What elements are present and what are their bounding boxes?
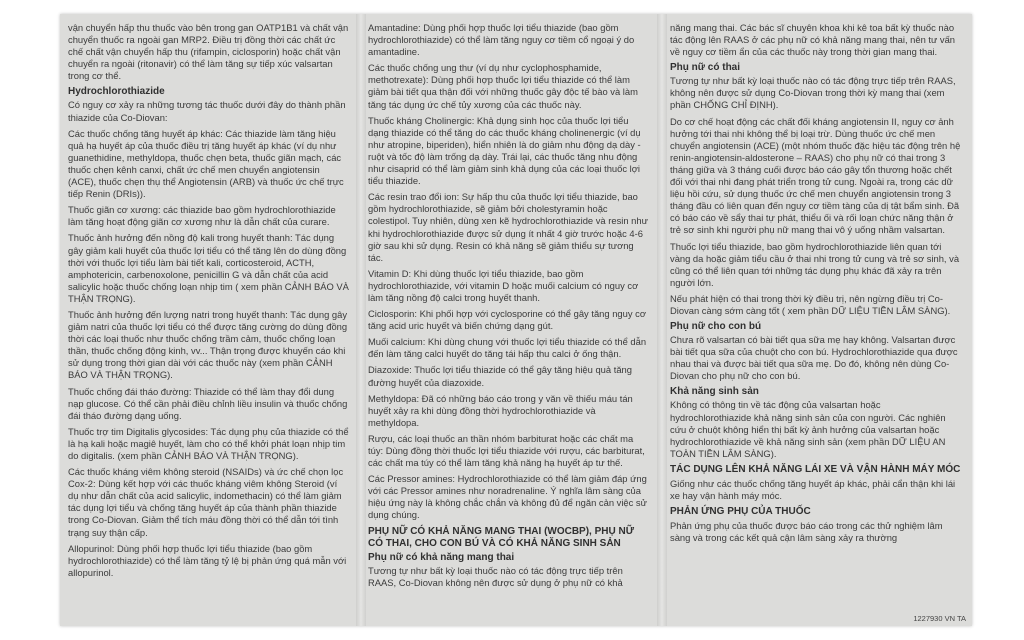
document-code: 1227930 VN TA: [913, 614, 966, 623]
subsection-heading: Phụ nữ có khả năng mang thai: [368, 551, 515, 563]
paragraph: Thuốc ảnh hưởng đến lượng natri trong huyết thanh: Tác dụng gây giảm natri của thuốc lợi tiểu có thể được tăng cường do dùng đồng thời các loại thuốc như thuốc chống trầm cảm, thuốc chống loạn thần, thuốc chống động kinh, vv... Thận trọng được khuyến cáo khi sử dụng trong thời gian dài với các thuốc này (xem phần CẢNH BÁO VÀ THẬN TRỌNG).: [68, 308, 348, 381]
section-heading: PHẢN ỨNG PHỤ CỦA THUỐC: [670, 506, 811, 518]
paragraph: Chưa rõ valsartan có bài tiết qua sữa mẹ hay không. Valsartan được bài tiết qua sữa của chuột cho con bú. Hydrochlorothiazide qua được nhau thai và được bài tiết qua sữa mẹ. Do đó, không nên dùng Co-Diovan cho phụ nữ cho con bú.: [670, 334, 958, 382]
paragraph: Amantadine: Dùng phối hợp thuốc lợi tiểu thiazide (bao gồm hydrochlorothiazide) có thể làm tăng nguy cơ tiềm cổ ngoại ý do amantadine.: [368, 22, 635, 58]
paragraph: vận chuyển hấp thu thuốc vào bên trong gan OATP1B1 và chất vận chuyển thuốc ra ngoài gan MRP2. Điều trị đồng thời các chất ức chế chất vận chuyển hấp thu (rifampin, ciclosporin) hoặc chất vận chuyển ra ngoài (ritonavir) có thể làm tăng sự tiếp xúc valsartan trong cơ thể.: [68, 22, 349, 82]
paragraph: Các thuốc chống ung thư (ví dụ như cyclophosphamide, methotrexate): Dùng phối hợp thuốc lợi tiểu thiazide có thể làm giảm bài tiết qua thận đối với những thuốc gây độc tế bào và làm tăng tác dụng ức chế tủy xương của các thuốc này.: [368, 62, 638, 110]
paragraph: Thuốc trợ tim Digitalis glycosides: Tác dụng phụ của thiazide có thể là hạ kali hoặc magiê huyết, làm cho có thể khởi phát loạn nhịp tim do digitalis. (xem phần CẢNH BÁO VÀ THẬN TRỌNG).: [68, 425, 349, 461]
paragraph: Tương tự như bất kỳ loại thuốc nào có tác động trực tiếp trên RAAS, không nên được sử dụng Co-Diovan trong thời kỳ mang thai (xem phần CHỐNG CHỈ ĐỊNH).: [670, 75, 956, 111]
paragraph: Thuốc ảnh hưởng đến nồng độ kali trong huyết thanh: Tác dụng gây giảm kali huyết của thuốc lợi tiểu có thể tăng lên do dùng đồng thời với thuốc lợi tiểu làm bài tiết kali, corticosteroid, ACTH, amphotericin, carbenoxolone, penicillin G và dẫn chất của acid salicylic hoặc thuốc chống loạn nhịp tim ( xem phần CẢNH BÁO VÀ THẬN TRỌNG).: [68, 232, 349, 304]
paragraph: Tương tự như bất kỳ loại thuốc nào có tác động trực tiếp trên RAAS, Co-Diovan không nên được sử dụng ở phụ nữ có khả: [368, 564, 623, 588]
section-heading: PHỤ NỮ CÓ KHẢ NĂNG MANG THAI (WOCBP), PHỤ NỮ CÓ THAI, CHO CON BÚ VÀ CÓ KHẢ NĂNG SINH SẢN: [368, 525, 635, 549]
subsection-heading: Phụ nữ cho con bú: [670, 321, 762, 333]
paragraph: Giống như các thuốc chống tăng huyết áp khác, phải cẩn thận khi lái xe hay vận hành máy móc.: [670, 477, 956, 501]
paragraph: Muối calcium: Khi dùng chung với thuốc lợi tiểu thiazide có thể dẫn đến làm tăng calci huyết do tăng tái hấp thu calci ở ống thận.: [368, 336, 647, 360]
paragraph: Rượu, các loại thuốc an thần nhóm barbiturat hoặc các chất ma túy: Dùng đồng thời thuốc lợi tiểu thiazide với rượu, các barbiturat, các chất ma túy có thể làm tăng khả năng hạ huyết áp tư thế.: [368, 432, 645, 469]
fold-line: [657, 14, 667, 626]
paragraph: Thuốc chống đái tháo đường: Thiazide có thể làm thay đổi dung nạp glucose. Có thể cần phải điều chỉnh liều insulin và thuốc chống đái tháo đường dạng uống.: [68, 385, 348, 421]
paragraph: Methyldopa: Đã có những báo cáo trong y văn về thiếu máu tán huyết xảy ra khi dùng đồng thời hydrochlorothiazide và methyldopa.: [368, 392, 633, 428]
paragraph: Không có thông tin về tác động của valsartan hoặc hydrochlorothiazide khả năng sinh sản của con người. Các nghiên cứu ở chuột không hiển thị bất kỳ ảnh hưởng của valsartan hoặc hydrochlorothiazide về khả năng sinh sản (xem phần DỮ LIỆU AN TOÀN TIỀN LÂM SÀNG).: [670, 399, 946, 459]
paragraph: Do cơ chế hoạt động các chất đối kháng angiotensin II, nguy cơ ảnh hưởng tới thai nhi không thể bị loại trừ. Dùng thuốc ức chế men chuyển angiotensin (ACE) (một nhóm thuốc đặc hiệu tác động trên hệ renin-angiotensin-aldosterone – RAAS) cho phụ nữ có thai trong 3 tháng giữa và 3 tháng cuối được báo cáo gây tổn thương hoặc chết đối với thai nhi đang phát triển trong tử cung. Ngoài ra, trong các dữ liệu hồi cứu, sử dụng thuốc ức chế men chuyển angiotensin trong 3 tháng đầu có liên quan đến nguy cơ tiềm tàng của dị tật bẩm sinh. Đã có báo cáo về sẩy thai tự phát, thiểu ối và rối loạn chức năng thận ở trẻ sơ sinh khi người phụ nữ mang thai vô ý uống nhầm valsartan.: [670, 115, 961, 236]
section-heading: TÁC DỤNG LÊN KHẢ NĂNG LÁI XE VÀ VẬN HÀNH MÁY MÓC: [670, 463, 961, 475]
paragraph: Vitamin D: Khi dùng thuốc lợi tiểu thiazide, bao gồm hydrochlorothiazide, với vitamin D hoặc muối calcium có nguy cơ làm tăng nồng độ calci trong huyết thanh.: [368, 267, 639, 303]
subsection-heading: Phụ nữ có thai: [670, 62, 741, 74]
paragraph: Các Pressor amines: Hydrochlorothiazide có thể làm giảm đáp ứng với các Pressor amines như noradrenaline. Ý nghĩa lâm sàng của hiệu ứng này là không chắc chắn và không đủ để ngăn cản việc sử dụng chúng.: [368, 473, 647, 521]
paragraph: Các thuốc chống tăng huyết áp khác: Các thiazide làm tăng hiệu quả hạ huyết áp của thuốc điều trị tăng huyết áp khác (ví dụ như guanethidine, methyldopa, thuốc chẹn beta, thuốc giãn mạch, các thuốc chẹn kênh canxi, chất ức chế men chuyển angiotensin (ACE), thuốc chẹn thụ thể Angiotensin (ARB) và thuốc ức chế trực tiếp Renin (DRIs)).: [68, 127, 344, 200]
paragraph: Allopurinol: Dùng phối hợp thuốc lợi tiểu thiazide (bao gồm hydrochlorothiazide) có thể làm tăng tỷ lệ bị phản ứng quá mẫn với allopurinol.: [68, 542, 347, 578]
text-column-2: [368, 22, 648, 620]
paragraph: năng mang thai. Các bác sĩ chuyên khoa khi kê toa bất kỳ thuốc nào tác động lên RAAS ở các phụ nữ có khả năng mang thai, nên tư vấn về nguy cơ tiềm ẩn của các thuốc này trong thời gian mang thai.: [670, 22, 956, 58]
paragraph: Ciclosporin: Khi phối hợp với cyclosporine có thể gây tăng nguy cơ tăng acid uric huyết và biến chứng dạng gút.: [368, 308, 646, 332]
leaflet-page: [60, 14, 972, 626]
paragraph: Phản ứng phụ của thuốc được báo cáo trong các thử nghiệm lâm sàng và trong các kết quả cận lâm sàng xảy ra thường: [670, 520, 943, 544]
paragraph: Các thuốc kháng viêm không steroid (NSAIDs) và ức chế chọn lọc Cox-2: Dùng kết hợp với các thuốc kháng viêm không Steroid (ví dụ như dẫn chất của acid salicylic, indomethacin) có thể làm giảm tác dụng lợi tiểu và chống tăng huyết áp của thành phần thiazide trong Co-Diovan. Giảm thể tích máu đồng thời có thể dẫn tới tình trạng suy thận cấp.: [68, 466, 344, 538]
text-column-1: [68, 22, 350, 620]
section-heading: Hydrochlorothiazide: [68, 86, 165, 98]
paragraph: Nếu phát hiện có thai trong thời kỳ điều trị, nên ngừng điều trị Co-Diovan càng sớm càng tốt ( xem phần DỮ LIỆU TIỀN LÂM SÀNG).: [670, 292, 951, 316]
paragraph: Thuốc kháng Cholinergic: Khả dụng sinh học của thuốc lợi tiểu dạng thiazide có thể tăng do các thuốc kháng cholinenergic (ví dụ như atropine, biperiden), hiển nhiên là do giảm nhu động dạ dày - ruột và tốc độ làm trống dạ dày. Trái lại, các thuốc tăng nhu động như cisaprid có thể làm giảm sinh khả dụng của các loại thuốc lợi tiểu thiazide.: [368, 114, 641, 187]
fold-line: [356, 14, 366, 626]
paragraph: Thuốc lợi tiểu thiazide, bao gồm hydrochlorothiazide liên quan tới vàng da hoặc giảm tiểu cầu ở thai nhi trong tử cung và trẻ sơ sinh, và cũng có thể liên quan tới những tác dụng phụ khác đã xảy ra trên người lớn.: [670, 240, 960, 288]
paragraph: Thuốc giãn cơ xương: các thiazide bao gồm hydrochlorothiazide làm tăng hoạt động giãn cơ xương như là dẫn chất của curare.: [68, 204, 336, 228]
paragraph: Diazoxide: Thuốc lợi tiểu thiazide có thể gây tăng hiệu quả tăng đường huyết của diazoxide.: [368, 364, 632, 388]
paragraph: Có nguy cơ xảy ra những tương tác thuốc dưới đây do thành phần thiazide của Co-Diovan:: [68, 99, 346, 123]
text-column-3: [670, 22, 962, 620]
subsection-heading: Khả năng sinh sản: [670, 386, 759, 398]
paragraph: Các resin trao đổi ion: Sự hấp thu của thuốc lợi tiểu thiazide, bao gồm hydrochlorothiazide, sẽ giảm bởi cholestyramin hoặc colestipol. Tuy nhiên, dùng xen kẽ hydrochlorothiazide và resin như khi hydrochlorothiazide được sử dụng ít nhất 4 giờ trước hoặc 4-6 giờ sau khi sử dụng. Resin có khả năng sẽ giảm thiểu sự tương tác.: [368, 191, 648, 263]
